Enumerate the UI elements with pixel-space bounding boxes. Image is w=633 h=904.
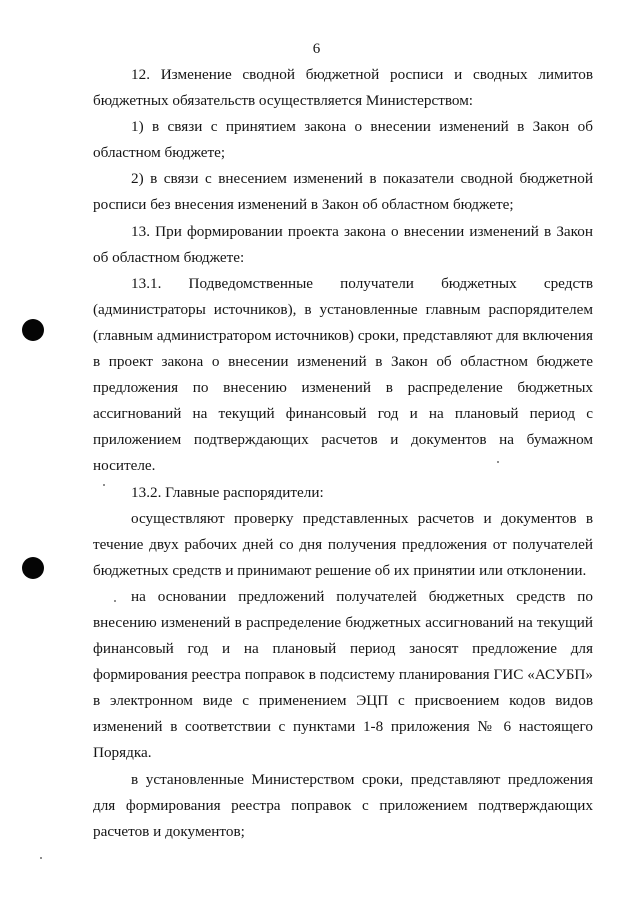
paragraph-13: 13. При формировании проекта закона о внесении изменений в Закон об областном бюджете: — [93, 222, 593, 266]
paragraph-12-item-2: 2) в связи с внесением изменений в показатели сводной бюджетной росписи без внесения изменений в Закон об областном бюджете; — [93, 170, 593, 214]
paragraph-12: 12. Изменение сводной бюджетной росписи и сводных лимитов бюджетных обязательств осуществляется Министерством: — [93, 66, 593, 110]
paragraph-13-1: 13.1. Подведомственные получатели бюджетных средств (администраторы источников), в установленные главным распорядителем (главным администратором источников) сроки, представляют для включения в проект закона о внесении изменений в Закон об областном бюджете предложения по внесению изменений в распределение бюджетных ассигнований на текущий финансовый год и на плановый период с приложением подтверждающих расчетов и документов на бумажном носителе. — [93, 274, 593, 475]
page-number: 6 — [312, 41, 321, 57]
paragraph-13-2-item-register: на основании предложений получателей бюджетных средств по внесению изменений в распределение бюджетных ассигнований на текущий финансовый год и на плановый период заносят предложение для формирования реестра поправок в подсистему планирования ГИС «АСУБП» в электронном виде с применением ЭЦП с присвоением кодов видов изменений в соответствии с пунктами 1-8 приложения № 6 настоящего Порядка. — [93, 587, 593, 762]
document-body — [93, 62, 593, 845]
paragraph-12-item-1: 1) в связи с принятием закона о внесении изменений в Закон об областном бюджете; — [93, 118, 593, 162]
scan-speck — [40, 857, 42, 859]
punch-hole-mark — [22, 557, 44, 579]
paragraph-13-2: 13.2. Главные распорядители: — [131, 483, 324, 501]
paragraph-13-2-item-check: осуществляют проверку представленных расчетов и документов в течение двух рабочих дней со дня получения предложения от получателей бюджетных средств и принимают решение об их принятии или отклонении. — [93, 509, 593, 579]
paragraph-13-2-item-deadline: в установленные Министерством сроки, представляют предложения для формирования реестра поправок с приложением подтверждающих расчетов и документов; — [93, 770, 593, 840]
punch-hole-mark — [22, 319, 44, 341]
